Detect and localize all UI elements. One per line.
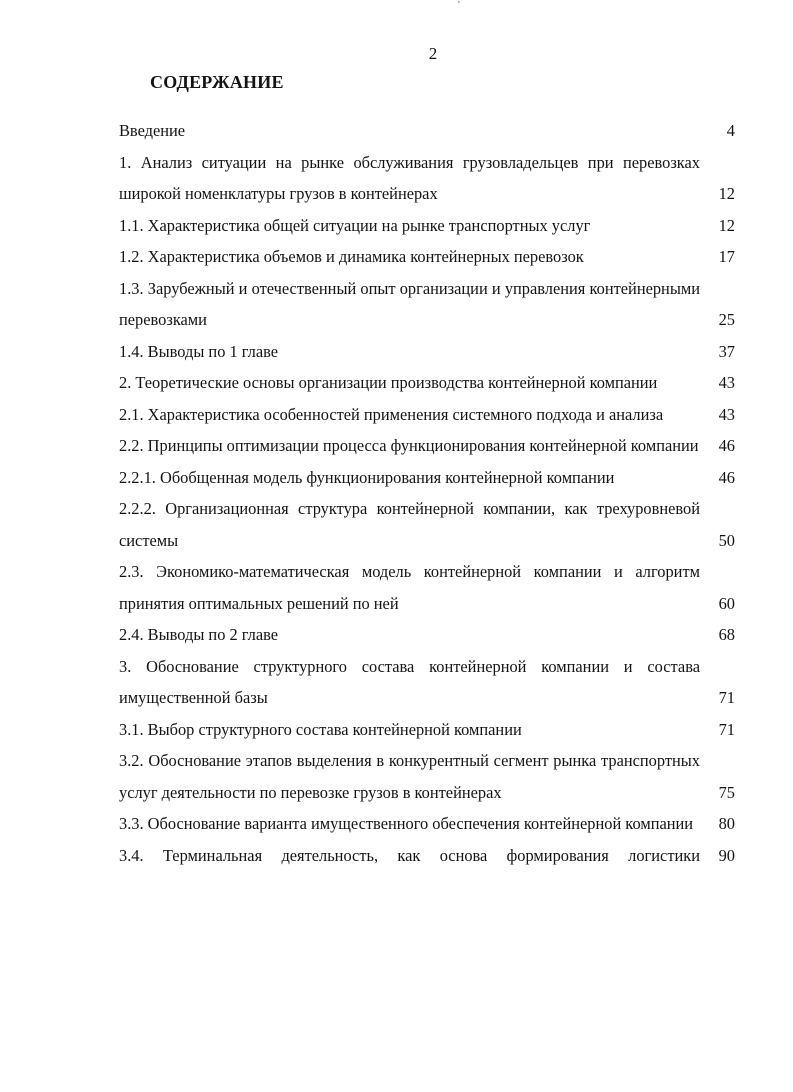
toc-entry-page: 71 bbox=[718, 719, 735, 739]
toc-entry-page: 75 bbox=[718, 782, 735, 802]
toc-entry-page: 80 bbox=[718, 814, 735, 833]
toc-entry-3-2 bbox=[119, 745, 735, 808]
toc-entry-1-3 bbox=[119, 273, 735, 336]
toc-entry-2-1 bbox=[119, 399, 735, 431]
table-of-contents bbox=[119, 115, 735, 871]
toc-entry-page: 43 bbox=[718, 373, 735, 392]
toc-entry-text: 1.2. Характеристика объемов и динамика контейнерных перевозок bbox=[119, 247, 584, 266]
toc-entry-page: 60 bbox=[718, 593, 735, 613]
page-title: СОДЕРЖАНИЕ bbox=[150, 72, 284, 92]
toc-entry-3-3 bbox=[119, 808, 735, 840]
toc-entry-page: 71 bbox=[718, 688, 735, 707]
toc-entry-text: 3.1. Выбор структурного состава контейнерной компании bbox=[119, 719, 522, 739]
toc-entry-3-4 bbox=[119, 840, 735, 872]
toc-entry-text: Введение bbox=[119, 121, 186, 140]
toc-entry-text: 2.1. Характеристика особенностей применения системного подхода и анализа bbox=[119, 404, 664, 424]
toc-entry-text: 3.2. Обоснование этапов выделения в конкурентный сегмент рынка транспортных услуг деятельности по перевозке грузов в контейнерах bbox=[119, 751, 700, 802]
toc-entry-page: 90 bbox=[718, 845, 735, 865]
toc-entry-1-2 bbox=[119, 241, 735, 273]
toc-entry-text: 2.4. Выводы по 2 главе bbox=[119, 625, 279, 644]
toc-entry-2-3 bbox=[119, 556, 735, 619]
scan-mark: ' bbox=[458, 0, 460, 11]
toc-entry-page: 12 bbox=[718, 215, 735, 235]
toc-entry-chapter-1 bbox=[119, 147, 735, 210]
toc-entry-page: 12 bbox=[718, 184, 735, 203]
toc-entry-page: 17 bbox=[718, 247, 735, 266]
toc-entry-text: 2. Теоретические основы организации производства контейнерной компании bbox=[119, 373, 658, 392]
toc-entry-page: 46 bbox=[718, 467, 735, 487]
toc-entry-page: 37 bbox=[718, 341, 735, 361]
toc-entry-page: 68 bbox=[718, 625, 735, 644]
toc-entry-page: 25 bbox=[718, 310, 735, 329]
toc-entry-1-1 bbox=[119, 210, 735, 242]
toc-entry-text: 1.3. Зарубежный и отечественный опыт организации и управления контейнерными перевозками bbox=[119, 278, 700, 329]
toc-entry-page: 46 bbox=[718, 436, 735, 455]
toc-entry-2-2-1 bbox=[119, 462, 735, 494]
toc-entry-text: 1.4. Выводы по 1 главе bbox=[119, 341, 279, 361]
toc-entry-text: 1. Анализ ситуации на рынке обслуживания грузовладельцев при перевозках широкой номенклатуры грузов в контейнерах bbox=[119, 152, 700, 203]
toc-entry-text: 2.2.2. Организационная структура контейнерной компании, как трехуровневой системы bbox=[119, 499, 700, 550]
toc-entry-text: 2.2.1. Обобщенная модель функционирования контейнерной компании bbox=[119, 467, 615, 487]
toc-entry-1-4 bbox=[119, 336, 735, 368]
toc-entry-introduction bbox=[119, 115, 735, 147]
toc-entry-chapter-2 bbox=[119, 367, 735, 399]
toc-entry-text: 2.2. Принципы оптимизации процесса функционирования контейнерной компании bbox=[119, 436, 699, 455]
toc-entry-page: 50 bbox=[718, 530, 735, 550]
page-number: 2 bbox=[428, 44, 438, 63]
toc-entry-text: 3. Обоснование структурного состава контейнерной компании и состава имущественной базы bbox=[119, 656, 700, 707]
toc-entry-text: 2.3. Экономико-математическая модель контейнерной компании и алгоритм принятия оптимальных решений по ней bbox=[119, 562, 700, 613]
toc-entry-text: 3.3. Обоснование варианта имущественного обеспечения контейнерной компании bbox=[119, 814, 694, 833]
toc-entry-2-4 bbox=[119, 619, 735, 651]
toc-entry-3-1 bbox=[119, 714, 735, 746]
toc-entry-text: 1.1. Характеристика общей ситуации на рынке транспортных услуг bbox=[119, 215, 591, 235]
toc-entry-page: 43 bbox=[718, 404, 735, 424]
toc-entry-2-2 bbox=[119, 430, 735, 462]
toc-entry-chapter-3 bbox=[119, 651, 735, 714]
toc-entry-page: 4 bbox=[726, 121, 735, 140]
toc-entry-2-2-2 bbox=[119, 493, 735, 556]
toc-entry-text: 3.4. Терминальная деятельность, как основа формирования логистики bbox=[119, 845, 700, 865]
